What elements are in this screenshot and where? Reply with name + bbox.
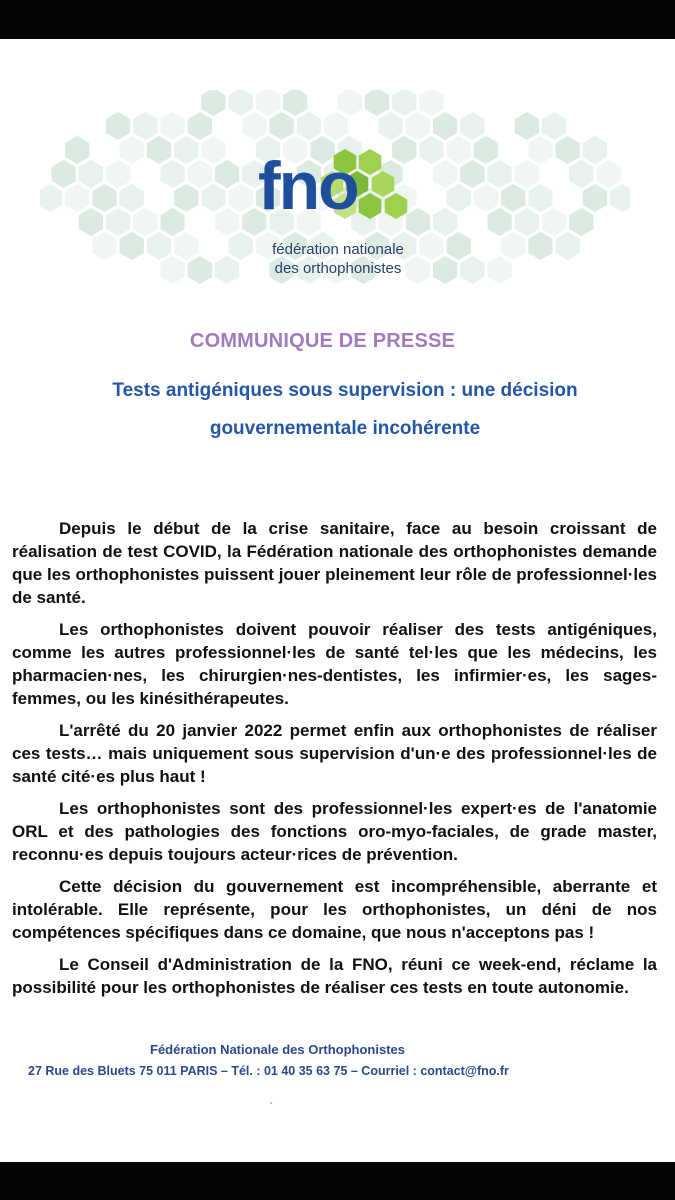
background-hex-60 <box>201 184 225 212</box>
background-hex-22 <box>65 136 89 164</box>
background-hex-68 <box>474 184 498 212</box>
background-hex-70 <box>528 184 552 212</box>
background-hex-99 <box>419 232 443 260</box>
background-hex-39 <box>79 160 103 188</box>
background-hex-36 <box>556 136 580 164</box>
body-paragraph-3: L'arrêté du 20 janvier 2022 permet enfin aux orthophonistes de réaliser ces tests… mais uniquement sous supervision d'un·e des professionnel·les de santé cité·es plus haut ! <box>12 721 657 786</box>
background-hex-49 <box>433 160 457 188</box>
background-hex-4 <box>338 90 362 116</box>
background-hex-13 <box>270 112 294 140</box>
background-hex-106 <box>215 256 239 284</box>
body-paragraph-6: Le Conseil d'Administration de la FNO, réuni ce week-end, réclame la possibilité pour les orthophonistes de réaliser ces tests en toute autonomie. <box>12 955 657 997</box>
background-hex-90 <box>120 232 144 260</box>
background-hex-10 <box>161 112 185 140</box>
background-hex-18 <box>433 112 457 140</box>
background-hex-17 <box>406 112 430 140</box>
press-release-body <box>12 517 657 1008</box>
press-release-title: COMMUNIQUE DE PRESSE <box>189 330 456 352</box>
background-hex-9 <box>133 112 157 140</box>
background-hex-56 <box>65 184 89 212</box>
background-hex-41 <box>161 160 185 188</box>
background-hex-3 <box>283 90 307 116</box>
background-hex-59 <box>174 184 198 212</box>
background-hex-113 <box>460 256 484 284</box>
background-hex-101 <box>501 232 525 260</box>
background-hex-104 <box>161 256 185 284</box>
background-hex-114 <box>488 256 512 284</box>
body-paragraph-1: Depuis le début de la crise sanitaire, face au besoin croissant de réalisation de test COVID, la Fédération nationale des orthophonistes demande que les orthophonistes puissent jouer pleinement leur rôle de professionnel·les de santé. <box>12 519 657 607</box>
background-hex-83 <box>406 208 430 236</box>
background-hex-92 <box>174 232 198 260</box>
body-paragraph-2: Les orthophonistes doivent pouvoir réaliser des tests antigéniques, comme les autres professionnel·les de santé tel·les que les médecins, les pharmacien·nes, les chirurgien·nes-dentistes, les infirmier·es, les sages-femmes, ou les kinésithérapeutes. <box>12 620 657 708</box>
background-hex-73 <box>79 208 103 236</box>
background-hex-54 <box>597 160 621 188</box>
background-hex-12 <box>242 112 266 140</box>
background-hex-5 <box>365 90 389 116</box>
background-hex-0 <box>201 90 225 116</box>
logo-tagline-line2: des orthophonistes <box>274 260 402 277</box>
background-hex-87 <box>542 208 566 236</box>
background-hex-11 <box>188 112 212 140</box>
background-hex-112 <box>433 256 457 284</box>
background-hex-93 <box>229 232 253 260</box>
background-hex-8 <box>106 112 130 140</box>
fno-logo-wordmark: fno <box>258 148 358 224</box>
background-hex-91 <box>147 232 171 260</box>
background-hex-88 <box>569 208 593 236</box>
background-hex-103 <box>556 232 580 260</box>
background-hex-102 <box>528 232 552 260</box>
background-hex-32 <box>419 136 443 164</box>
background-hex-26 <box>201 136 225 164</box>
background-hex-75 <box>133 208 157 236</box>
background-hex-19 <box>460 112 484 140</box>
background-hex-74 <box>106 208 130 236</box>
fno-logo-tagline <box>263 240 413 278</box>
background-hex-16 <box>379 112 403 140</box>
background-hex-100 <box>447 232 471 260</box>
background-hex-72 <box>610 184 630 212</box>
background-hex-33 <box>447 136 471 164</box>
background-hex-58 <box>120 184 144 212</box>
background-hex-34 <box>474 136 498 164</box>
background-hex-105 <box>188 256 212 284</box>
background-hex-35 <box>528 136 552 164</box>
background-hex-57 <box>92 184 116 212</box>
body-paragraph-4: Les orthophonistes sont des professionnel·les expert·es de l'anatomie ORL et des pathologies des fonctions oro-myo-faciales, de grade master, reconnu·es depuis toujours acteur·rices de prévention. <box>12 799 657 864</box>
background-hex-20 <box>515 112 539 140</box>
background-hex-7 <box>419 90 443 116</box>
background-hex-77 <box>215 208 239 236</box>
background-hex-67 <box>447 184 471 212</box>
background-hex-69 <box>501 184 525 212</box>
background-hex-50 <box>460 160 484 188</box>
press-release-subtitle: Tests antigéniques sous supervision : une décision gouvernementale incohérente <box>112 380 578 439</box>
background-hex-55 <box>40 184 62 212</box>
bottom-black-bar <box>0 1162 675 1200</box>
background-hex-25 <box>174 136 198 164</box>
background-hex-14 <box>297 112 321 140</box>
background-hex-21 <box>542 112 566 140</box>
background-hex-23 <box>120 136 144 164</box>
background-hex-37 <box>583 136 607 164</box>
background-hex-42 <box>188 160 212 188</box>
body-paragraph-5: Cette décision du gouvernement est incompréhensible, aberrante et intolérable. Elle représente, pour les orthophonistes, un déni de nos compétences spécifiques dans ce domaine, que nous n'acceptons pas ! <box>12 877 657 942</box>
background-hex-51 <box>488 160 512 188</box>
background-hex-71 <box>583 184 607 212</box>
background-hex-89 <box>92 232 116 260</box>
background-hex-38 <box>52 160 76 188</box>
stray-accent-mark: ´ <box>270 1102 274 1113</box>
background-hex-6 <box>392 90 416 116</box>
background-hex-31 <box>392 136 416 164</box>
background-hex-53 <box>569 160 593 188</box>
logo-tagline-line1: fédération nationale <box>272 241 404 258</box>
background-hex-43 <box>215 160 239 188</box>
top-black-bar <box>0 0 675 39</box>
footer-contact-line: 27 Rue des Bluets 75 011 PARIS – Tél. : 01 40 35 63 75 – Courriel : contact@fno.fr <box>28 1064 509 1078</box>
background-hex-1 <box>229 90 253 116</box>
background-hex-76 <box>161 208 185 236</box>
footer-organization-name: Fédération Nationale des Orthophonistes <box>150 1042 405 1057</box>
background-hex-84 <box>433 208 457 236</box>
background-hex-2 <box>256 90 280 116</box>
background-hex-86 <box>515 208 539 236</box>
background-hex-24 <box>147 136 171 164</box>
background-hex-15 <box>324 112 348 140</box>
background-hex-40 <box>106 160 130 188</box>
background-hex-52 <box>515 160 539 188</box>
background-hex-85 <box>488 208 512 236</box>
background-hex-61 <box>229 184 253 212</box>
